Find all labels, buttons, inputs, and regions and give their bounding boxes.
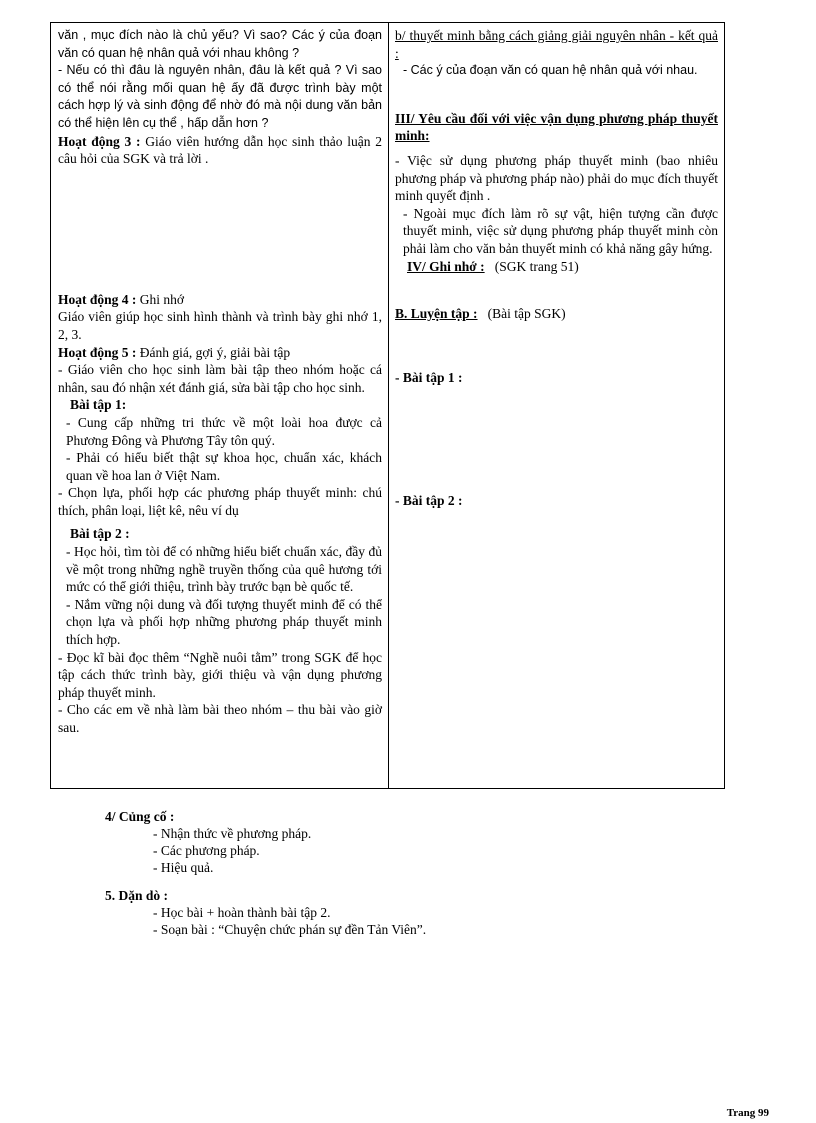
lesson-table <box>50 22 725 789</box>
activity-4-text: Ghi nhớ <box>136 291 185 307</box>
consolidation-item: - Nhận thức về phương pháp. <box>153 826 312 841</box>
section-iii-item: - Việc sử dụng phương pháp thuyết minh (bao nhiêu phương pháp và phương pháp nào) phải do mục đích thuyết minh quyết định . <box>395 152 718 204</box>
activity-5-desc: - Giáo viên cho học sinh làm bài tập theo nhóm hoặc cá nhân, sau đó nhận xét đánh giá, sửa bài tập cho học sinh. <box>58 362 382 395</box>
consolidation-title: 4/ Củng cố : <box>105 809 175 824</box>
practice-text: (Bài tập SGK) <box>487 306 566 322</box>
activity-5-text: Đánh giá, gợi ý, giải bài tập <box>136 344 291 360</box>
section-iv-heading: IV/ Ghi nhớ : <box>407 258 485 274</box>
section-iv-text: (SGK trang 51) <box>494 258 579 274</box>
page-number: Trang 99 <box>726 1107 769 1119</box>
activity-4 <box>58 291 382 309</box>
exercise-2-item: - Đọc kĩ bài đọc thêm “Nghề nuôi tằm” trong SGK để học tập cách thức trình bày, giới thiệu và vận dụng phương pháp thuyết minh. <box>58 649 382 700</box>
activity-4-desc: Giáo viên giúp học sinh hình thành và trình bày ghi nhớ 1, 2, 3. <box>58 309 382 342</box>
homework-item: - Soạn bài : “Chuyện chức phán sự đền Tản Viên”. <box>153 922 427 937</box>
homework-section <box>105 887 426 938</box>
consolidation-item: - Các phương pháp. <box>153 843 260 858</box>
section-b-heading: b/ thuyết minh bằng cách giảng giải nguyên nhân - kết quả : <box>395 28 718 61</box>
content-column <box>389 23 724 788</box>
exercise-1-item: - Cung cấp những tri thức về một loài hoa được cả Phương Đông và Phương Tây tôn quý. <box>66 414 382 448</box>
activity-3 <box>58 133 382 168</box>
exercise-2-item: - Nắm vững nội dung và đối tượng thuyết minh để có thể chọn lựa và phối hợp những phương pháp thuyết minh thích hợp. <box>66 596 382 648</box>
exercise-2-item: - Cho các em về nhà làm bài theo nhóm – thu bài vào giờ sau. <box>58 702 382 735</box>
activity-3-label: Hoạt động 3 : <box>58 133 141 149</box>
activity-5 <box>58 344 382 362</box>
activity-3-text: Giáo viên hướng dẫn học sinh thảo luận 2 câu hỏi của SGK và trả lời . <box>58 133 382 167</box>
section-iii-heading: III/ Yêu cầu đối với việc vận dụng phương pháp thuyết minh: <box>395 110 718 144</box>
homework-title: 5. Dặn dò : <box>105 888 169 903</box>
exercise-1-item: - Chọn lựa, phối hợp các phương pháp thuyết minh: chú thích, phân loại, liệt kê, nêu ví dụ <box>58 485 382 518</box>
practice-heading: B. Luyện tập : <box>395 306 478 322</box>
activity-5-label: Hoạt động 5 : <box>58 344 137 360</box>
activity-4-label: Hoạt động 4 : <box>58 291 137 307</box>
consolidation-item: - Hiệu quả. <box>153 860 214 875</box>
exercise-1-title: Bài tập 1: <box>70 397 127 413</box>
practice-section <box>395 305 718 323</box>
intro-paragraph: - Nếu có thì đâu là nguyên nhân, đâu là kết quả ? Vì sao có thể nói rằng mối quan hệ ấy đã được trình bày một cách hợp lý và sinh động để nhờ đó mà nội dung văn bản có thể hiện lên cụ thể , hấp dẫn hơn ? <box>58 63 382 130</box>
section-b-text: - Các ý của đoạn văn có quan hệ nhân quả với nhau. <box>403 63 698 78</box>
intro-paragraph: văn , mục đích nào là chủ yếu? Vì sao? Các ý của đoạn văn có quan hệ nhân quả với nhau không ? <box>58 28 382 60</box>
section-iii-item: - Ngoài mục đích làm rõ sự vật, hiện tượng cần được thuyết minh, việc sử dụng phương pháp thuyết minh còn phải làm cho văn bản thuyết minh có khả năng gây hứng. <box>403 205 718 256</box>
exercise-2-title: Bài tập 2 : <box>70 526 130 542</box>
section-iv <box>395 258 718 276</box>
consolidation-section <box>105 808 311 876</box>
practice-exercise-1: - Bài tập 1 : <box>395 369 463 385</box>
practice-exercise-2: - Bài tập 2 : <box>395 493 463 509</box>
exercise-2-item: - Học hỏi, tìm tòi để có những hiểu biết chuẩn xác, đầy đủ về một trong những nghề truyền thống của quê hương tới mức có thể giới thiệu, trình bày trước bạn bè quốc tế. <box>66 544 382 595</box>
homework-item: - Học bài + hoàn thành bài tập 2. <box>153 905 331 920</box>
exercise-1-item: - Phải có hiểu biết thật sự khoa học, chuẩn xác, khách quan về hoa lan ở Việt Nam. <box>66 450 382 483</box>
teacher-activity-column <box>51 23 389 788</box>
